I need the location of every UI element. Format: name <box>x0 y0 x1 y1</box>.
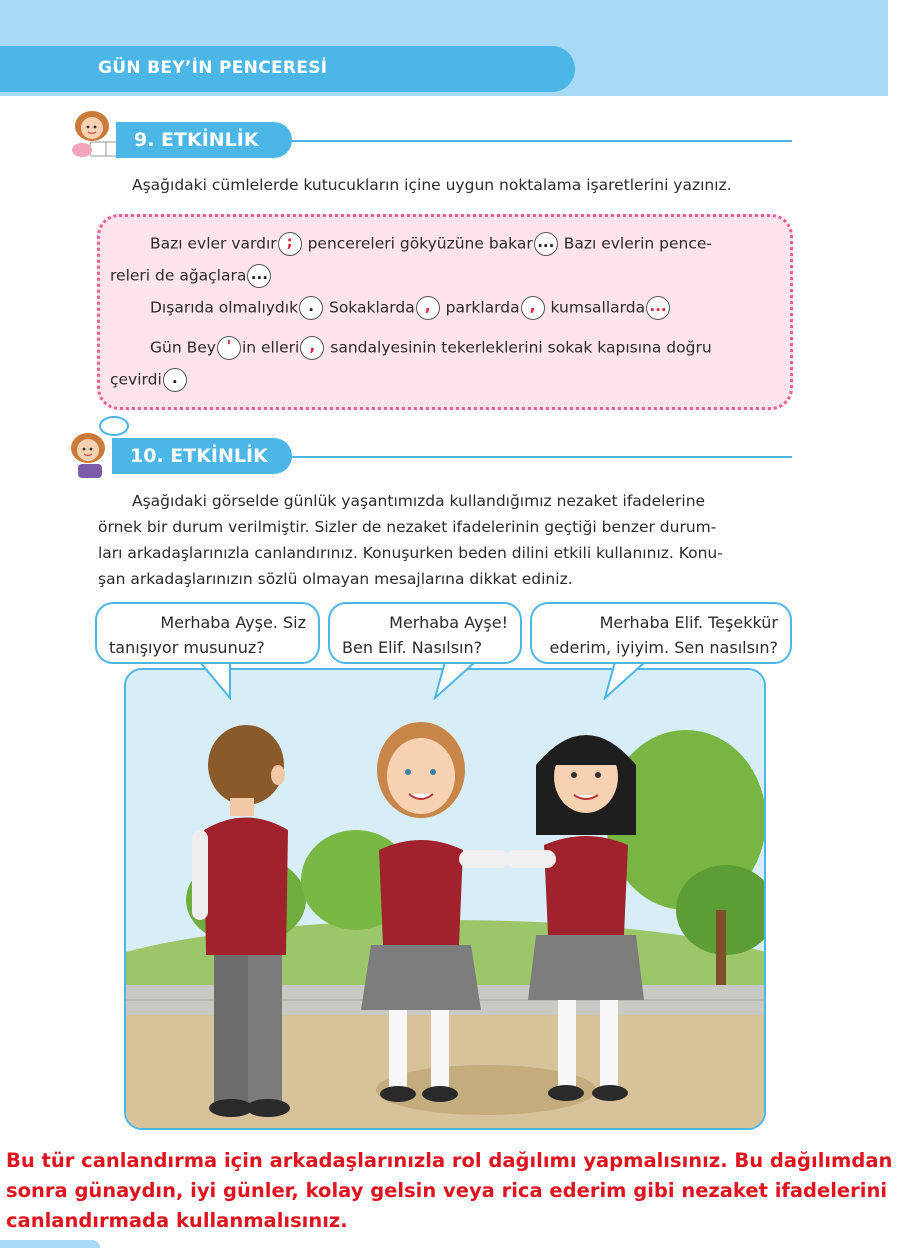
activity-10-text-1: Aşağıdaki görselde günlük yaşantımızda kullandığımız nezaket ifadelerine <box>132 492 706 510</box>
speech-bubble-boy: Merhaba Ayşe. Siz tanışıyor musunuz? <box>95 602 320 664</box>
activity-10-text-2: örnek bir durum verilmiştir. Sizler de nezaket ifadelerinin geçtiği benzer durum- <box>98 518 717 536</box>
speech-bubble-ayse: Merhaba Elif. Teşekkür ederim, iyiyim. Sen nasılsın? <box>530 602 792 664</box>
activity-9-divider <box>292 140 792 142</box>
girl-ayse-figure <box>351 710 511 1110</box>
sentence-line-4: Gün Bey ' in elleri , sandalyesinin tekerleklerini sokak kapısına doğru <box>150 336 712 360</box>
answer-box[interactable]: ... <box>646 296 670 320</box>
answer-box[interactable]: ... <box>534 232 558 256</box>
activity-10-text-3: ları arkadaşlarınızla canlandırınız. Konuşurken beden dilini etkili kullanınız. Konu- <box>98 544 723 562</box>
activity-9-title: 9. ETKİNLİK <box>116 122 292 158</box>
activity-10-text-4: şan arkadaşlarınızın sözlü olmayan mesajlarına dikkat ediniz. <box>98 570 573 588</box>
greeting-illustration <box>124 668 766 1130</box>
teacher-note: Bu tür canlandırma için arkadaşlarınızla rol dağılımı yapmalısınız. Bu dağılımdan sonra günaydın, iyi günler, kolay gelsin veya rica ederim gibi nezaket ifadelerini canlandırmada kullanmalısınız. <box>6 1149 893 1232</box>
activity-10-divider <box>292 456 792 458</box>
boy-figure <box>186 720 306 1120</box>
activity-10-title: 10. ETKİNLİK <box>112 438 292 474</box>
bubble-tail-1 <box>195 660 255 700</box>
sentence-line-5: çevirdi . <box>110 368 188 392</box>
answer-box[interactable]: , <box>300 336 324 360</box>
speech-bubble-elif: Merhaba Ayşe! Ben Elif. Nasılsın? <box>328 602 522 664</box>
sentence-line-2: releri de ağaçlara ... <box>110 264 272 288</box>
answer-box[interactable]: . <box>163 368 187 392</box>
answer-box[interactable]: ... <box>247 264 271 288</box>
answer-box[interactable]: ; <box>278 232 302 256</box>
answer-box[interactable]: , <box>521 296 545 320</box>
answer-box[interactable]: ' <box>217 336 241 360</box>
bubble-tail-2 <box>430 660 490 700</box>
sentence-line-1: Bazı evler vardır ; pencereleri gökyüzüne bakar ... Bazı evlerin pence- <box>150 232 712 256</box>
activity-9-instruction: Aşağıdaki cümlelerde kutucukların içine uygun noktalama işaretlerini yazınız. <box>132 176 732 194</box>
sentence-line-3: Dışarıda olmalıydık . Sokaklarda , parklarda , kumsallarda ... <box>150 296 671 320</box>
page-title: GÜN BEY’İN PENCERESİ <box>98 58 328 78</box>
bottom-strip <box>0 1240 100 1248</box>
girl-elif-figure <box>506 705 666 1105</box>
bubble-tail-3 <box>600 660 660 700</box>
answer-box[interactable]: . <box>299 296 323 320</box>
answer-box[interactable]: , <box>416 296 440 320</box>
